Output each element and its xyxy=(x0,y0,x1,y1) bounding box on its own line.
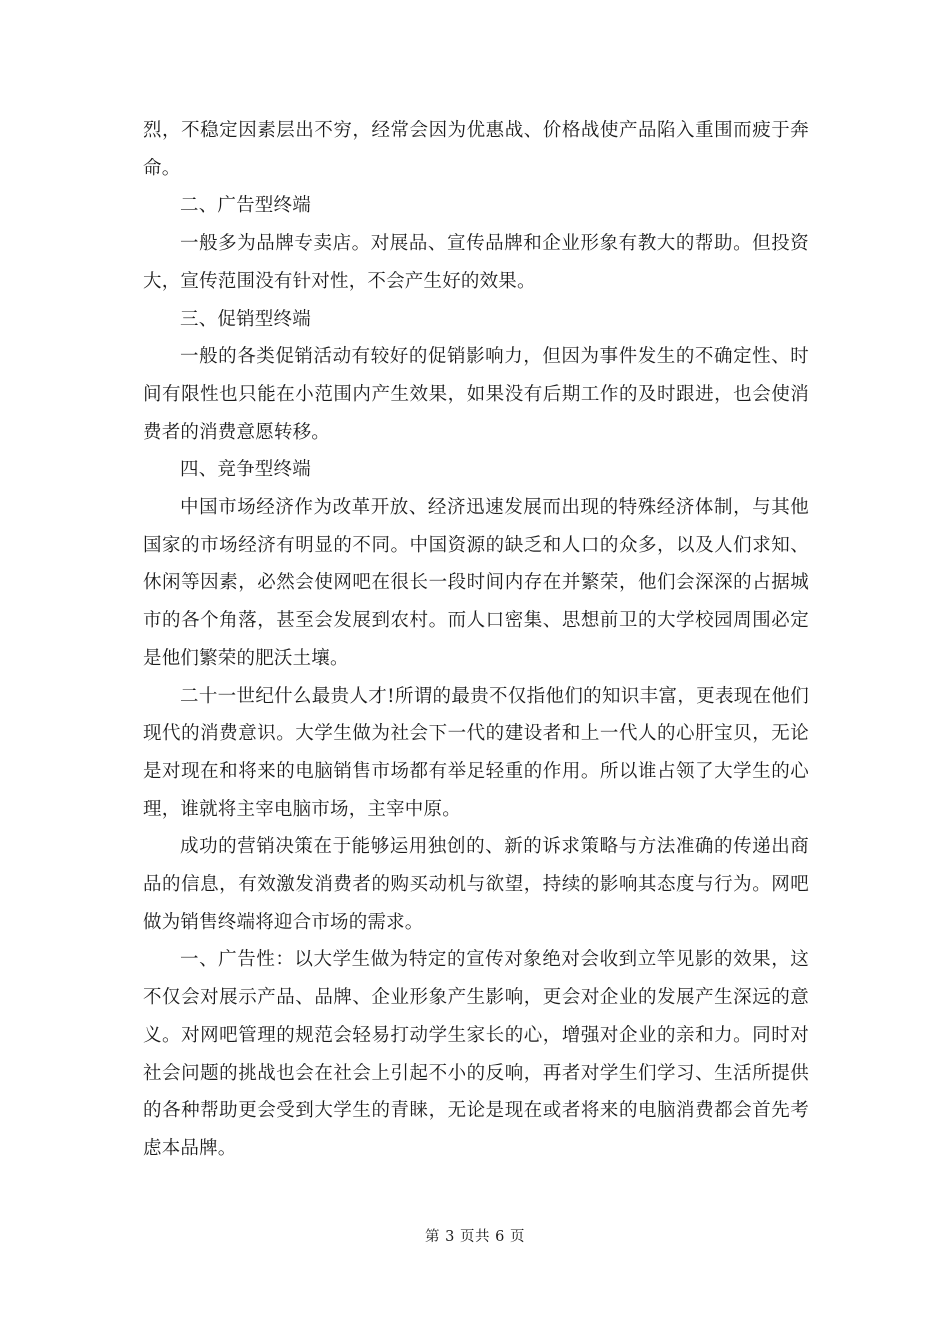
paragraph: 一般多为品牌专卖店。对展品、宣传品牌和企业形象有教大的帮助。但投资大，宣传范围没有针对性，不会产生好的效果。 xyxy=(143,233,809,292)
section-heading: 三、促销型终端 xyxy=(180,308,311,330)
footer-prefix: 第 xyxy=(425,1229,441,1245)
footer-page-number: 3 xyxy=(445,1229,455,1245)
document-body xyxy=(143,112,809,1168)
footer-middle: 页共 xyxy=(460,1229,490,1245)
section-heading: 二、广告型终端 xyxy=(180,195,311,217)
page-footer xyxy=(0,1226,950,1248)
footer-total-pages: 6 xyxy=(495,1229,505,1245)
section-heading: 四、竞争型终端 xyxy=(180,459,311,481)
paragraph: 一、广告性：以大学生做为特定的宣传对象绝对会收到立竿见影的效果，这不仅会对展示产品、品牌、企业形象产生影响，更会对企业的发展产生深远的意义。对网吧管理的规范会轻易打动学生家长的心，增强对企业的亲和力。同时对社会问题的挑战也会在社会上引起不小的反响，再者对学生们学习、生活所提供的各种帮助更会受到大学生的青睐，无论是现在或者将来的电脑消费都会首先考虑本品牌。 xyxy=(143,949,809,1159)
paragraph: 二十一世纪什么最贵人才!所谓的最贵不仅指他们的知识丰富，更表现在他们现代的消费意识。大学生做为社会下一代的建设者和上一代人的心肝宝贝，无论是对现在和将来的电脑销售市场都有举足轻重的作用。所以谁占领了大学生的心理，谁就将主宰电脑市场，主宰中原。 xyxy=(143,685,809,820)
paragraph: 一般的各类促销活动有较好的促销影响力，但因为事件发生的不确定性、时间有限性也只能在小范围内产生效果，如果没有后期工作的及时跟进，也会使消费者的消费意愿转移。 xyxy=(143,346,809,443)
footer-suffix: 页 xyxy=(509,1229,525,1245)
paragraph: 中国市场经济作为改革开放、经济迅速发展而出现的特殊经济体制，与其他国家的市场经济有明显的不同。中国资源的缺乏和人口的众多，以及人们求知、休闲等因素，必然会使网吧在很长一段时间内存在并繁荣，他们会深深的占据城市的各个角落，甚至会发展到农村。而人口密集、思想前卫的大学校园周围必定是他们繁荣的肥沃土壤。 xyxy=(143,497,809,669)
paragraph: 成功的营销决策在于能够运用独创的、新的诉求策略与方法准确的传递出商品的信息，有效激发消费者的购买动机与欲望，持续的影响其态度与行为。网吧做为销售终端将迎合市场的需求。 xyxy=(143,836,809,933)
paragraph: 烈，不稳定因素层出不穷，经常会因为优惠战、价格战使产品陷入重围而疲于奔命。 xyxy=(143,120,809,179)
